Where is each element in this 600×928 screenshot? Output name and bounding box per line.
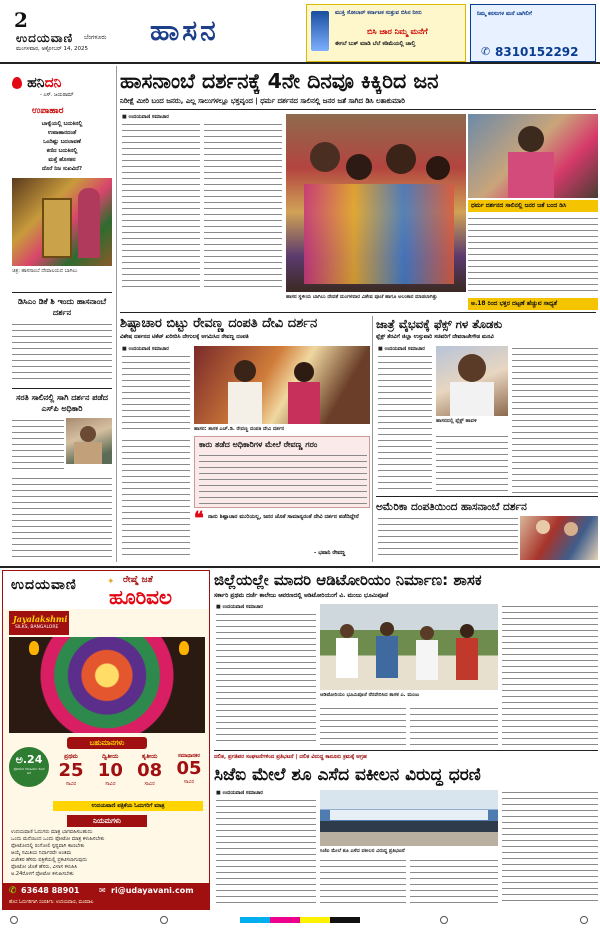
story4-body — [378, 516, 518, 560]
lead-right-head: ಧರ್ಮ ದರ್ಶನದ ಸಾಲಿನಲ್ಲಿ ಜನರ ಜತೆ ಬಂದ ಡಿಸಿ — [468, 200, 598, 212]
news2-body-b — [12, 476, 112, 560]
sponsor-badge: Jayalakshmi SILKS, BANGALORE — [9, 611, 69, 635]
lead-headline[interactable]: ಹಾಸನಾಂಬೆ ದರ್ಶನಕ್ಕೆ 4ನೇ ದಿನವೂ ಕಿಕ್ಕಿರಿದ ಜನ — [120, 69, 439, 93]
issue-date: ಮಂಗಳವಾರ, ಅಕ್ಟೋಬರ್ 14, 2025 — [16, 46, 88, 52]
story4-photo — [520, 516, 598, 560]
story2-quote: ❝ ನಾನು ಶಿಷ್ಟಾಚಾರ ಮುರಿಯಲ್ಲ, ಜನರ ಜೊತೆ ಸಾಮಾನ್ಯರಂತೆ ದೇವಿ ದರ್ಶನ ಪಡೆದಿದ್ದೇನೆ - ಭವಾನಿ ರೇವಣ್ಣ — [194, 508, 359, 556]
story3-headline[interactable]: ಜಾತ್ರೆ ವೈಭವಕ್ಕೆ ಫೆಕ್ಸ್ ಗಳ ತೊಡಕು — [376, 317, 503, 331]
story6-photo — [320, 790, 498, 846]
story6-body-col3 — [410, 858, 498, 904]
news2-photo — [66, 418, 112, 464]
mail-icon: ✉ — [99, 886, 106, 895]
story4-headline[interactable]: ಅಮೆರಿಕಾ ದಂಪತಿಯಿಂದ ಹಾಸನಾಂಬೆ ದರ್ಶನ — [376, 501, 527, 513]
whatsapp-icon: ✆ — [9, 886, 17, 896]
story5-body-col1 — [216, 612, 316, 746]
prizes-row — [53, 753, 207, 799]
story2-caption: ಹಾಸನ: ಶಾಸಕ ಎಚ್.ಡಿ. ರೇವಣ್ಣ ದಂಪತಿ ದೇವಿ ದರ್ಶನ — [194, 426, 285, 432]
lead-body-col1 — [122, 122, 200, 290]
paper-name: ಉದಯವಾಣಿ — [16, 31, 74, 45]
section-title: ಹಾಸನ — [150, 14, 219, 47]
story5-photo — [320, 604, 498, 690]
news2-headline[interactable]: ಸರತಿ ಸಾಲಿನಲ್ಲಿ ಸಾಗಿ ದರ್ಶನ ಪಡೆದ ಎಸ್‌ಪಿ ಅಧಿಕಾರಿ — [16, 393, 108, 413]
story5-deck: ಸರ್ಕಾರಿ ಪ್ರಥಮ ದರ್ಜೆ ಕಾಲೇಜು ಆವರಣದಲ್ಲಿ ಆಡಿಟೋರಿಯಂಗೆ ವಿ. ಮಂಜು ಭೂಮಿಪೂಜೆ — [214, 592, 389, 599]
story3-body-col1 — [378, 354, 432, 494]
story5-headline[interactable]: ಜಿಲ್ಲೆಯಲ್ಲೇ ಮಾದರಿ ಆಡಿಟೋರಿಯಂ ನಿರ್ಮಾಣ: ಶಾಸಕ — [214, 571, 482, 589]
color-bar — [240, 917, 360, 923]
story6-caption: ಸಿಜೆಐ ಮೇಲೆ ಶೂ ಎಸೆದ ವಕೀಲರ ವಿರುದ್ಧ ಪ್ರತಿಭಟನೆ — [320, 848, 405, 854]
photo-caption: ಚಿತ್ರ: ಹಾಸನಾಂಬೆ ದೇವಾಲಯದ ಬಾಗಿಲು — [12, 268, 78, 274]
story5-body-col3 — [410, 706, 498, 746]
rules-title: ನಿಯಮಗಳು — [67, 815, 147, 827]
deadline-badge: ಅ.24 ಫೋಟೋ ಕಳುಹಿಸಲು ಕೊನೆ ದಿನ — [9, 747, 49, 787]
solar-heater-icon — [311, 11, 329, 51]
prize-consolation: ಸಮಾಧಾನಕರ 05 ಸಾವಿರ — [176, 753, 202, 785]
story3-body-col3 — [512, 346, 598, 494]
lead-byline: ■ ಉದಯವಾಣಿ ಸಮಾಚಾರ — [122, 114, 169, 120]
ad-contact: ✆ 63648 88901 ✉ ri@udayavani.com ಹೊಸ ಓದುಗರಿಗಾಗಿ ಸಂಪರ್ಕಿಸಿ: ಉದಯವಾಣಿ, ಮಣಿಪಾಲ — [3, 883, 209, 909]
story2-headline[interactable]: ಶಿಷ್ಟಾಚಾರ ಬಿಟ್ಟು ರೇವಣ್ಣ ದಂಪತಿ ದೇವಿ ದರ್ಶನ — [120, 316, 318, 331]
news1-body — [12, 322, 112, 384]
poem-byline: - ಎಸ್. ಜಯರಾಮ್ — [40, 92, 74, 98]
masthead-ad-realty[interactable]: ನಿಮ್ಮ ಕನಸುಗಳ ಮನೆ ಬಾಗಿಲಿಗೆ ✆ 8310152292 — [470, 4, 596, 62]
masthead-ad-solar[interactable]: ಮುಕ್ತಿ ಸೋಲಾರ್ ಕರ್ನಾಟಕ ಸುತ್ತುವ ಬಿಸಿನ ನೀರು ಬಿಸಿ ಜಾರ ನಿಮ್ಮ ಮನೆಗೆ ಈಗಲೆ ಬುಕ್ ಮಾಡಿ ಬೆಲೆ ಕಡಿಮೆಯಲ್ಲಿ ಚಾಲ್ತಿ — [306, 4, 466, 62]
story6-body-col4 — [502, 790, 598, 904]
poem-lines: ಬಾಳ್ವೆಯಲ್ಲಿ ಬದುಕಿನಲ್ಲಿ ಉಪಾಹಾರದಂತೆ ಒಂದಿಷ್ಟು ಬದಲಾವಣೆ ಕಣಿದ ಬದುಕಿನಲ್ಲಿ ಮತ್ತೆ ಹೊಸತನ ದೊರೆ ನಿಜ ಸುಖವಿದೆ? — [41, 121, 83, 172]
story6-byline: ■ ಉದಯವಾಣಿ ಸಮಾಚಾರ — [216, 790, 263, 796]
lead-photo-crowd — [286, 114, 466, 292]
ad-tag: ರೇಷ್ಮೆ ಜತೆ — [123, 575, 153, 585]
left-column — [0, 66, 114, 566]
story5-caption: ಆಡಿಟೋರಿಯಂ ಭೂಮಿಪೂಜೆ ನೆರವೇರಿಸಿದ ಶಾಸಕ ಎ. ಮಂಜು — [320, 692, 420, 698]
news2-body-a — [12, 418, 64, 474]
story6-kicker: ದಲಿತ, ಪ್ರಗತಿಪರ ಸಂಘಟನೆಗಳಿಂದ ಪ್ರತಿಭಟನೆ | ದಲಿತ ವಿರುದ್ಧ ಕಾನೂನು ಕ್ರಮಕ್ಕೆ ಆಗ್ರಹ — [214, 754, 367, 760]
lead-photo-dc — [468, 114, 598, 198]
lamp-icon: ✦ — [107, 577, 115, 587]
story3-caption: ಹಾಸನದಲ್ಲಿ ಫ್ಲೆಕ್ಸ್ ಹಾವಳಿ — [436, 418, 477, 424]
phone-icon: ✆ — [481, 45, 491, 58]
news1-headline[interactable]: ಡಿಸಿಎಂ ಡಿಕೆ ಶಿ ಇಂದು ಹಾಸನಾಂಬೆ ದರ್ಶನ — [17, 297, 107, 317]
story5-body-col4 — [502, 604, 598, 746]
story5-byline: ■ ಉದಯವಾಣಿ ಸಮಾಚಾರ — [216, 604, 263, 610]
prizes-banner: ಬಹುಮಾನಗಳು — [67, 737, 147, 749]
story6-body-col2 — [320, 858, 406, 904]
page-number: 2 — [14, 8, 28, 32]
paper-city: ಬೆಂಗಳೂರು — [84, 34, 107, 41]
story3-deck: ಫ್ಲೆಕ್ಸ್ ತೆರವಿಗೆ ಜಿಲ್ಲಾ ಉಸ್ತುವಾರಿ ಸಚಿವರಿಗೆ ದೇವರಾಜೇಗೌಡ ಮನವಿ — [376, 334, 494, 340]
hani-dani-brand: ಹನಿದನಿ — [12, 72, 61, 91]
prize-third: ತೃತೀಯ 08 ಸಾವಿರ — [137, 753, 163, 787]
story6-body-col1 — [216, 798, 316, 904]
prize-second: ದ್ವಿತೀಯ 10 ಸಾವಿರ — [97, 753, 123, 787]
prize-first: ಪ್ರಥಮ 25 ಸಾವಿರ — [58, 753, 84, 787]
rangoli-contest-ad[interactable] — [2, 570, 210, 910]
contact-email[interactable]: ri@udayavani.com — [111, 886, 194, 895]
rules-list: ಉದಯವಾಣಿ ಓದುಗರು ಮಾತ್ರ ಭಾಗವಹಿಸಬಹುದು ಒಂದು ಮನೆಯಿಂದ ಒಂದು ಫೋಟೋ ಮಾತ್ರ ಕಳುಹಿಸಬೇಕು ಫೋಟೋದಲ್ಲಿ ರಂಗೋಲಿ ಸ್ಪಷ್ಟವಾಗಿ ಕಾಣಬೇಕು ಆಯ್ಕೆ ಸಮಿತಿಯ ನಿರ್ಧಾರವೇ ಅಂತಿಮ ವಿಜೇತರ ಹೆಸರು ಪತ್ರಿಕೆಯಲ್ಲಿ ಪ್ರಕಟಿಸಲಾಗುವುದು ಫೋಟೋ ಜೊತೆ ಹೆಸರು, ವಿಳಾಸ ಕಳುಹಿಸಿ ಅ.24ರೊಳಗೆ ಫೋಟೋ ಕಳುಹಿಸಬೇಕು — [11, 829, 105, 877]
masthead — [0, 0, 600, 62]
temple-door-photo — [12, 178, 112, 266]
story2-body-col1 — [122, 354, 190, 434]
story3-body-col2 — [436, 434, 508, 494]
honey-drop-icon — [12, 77, 22, 89]
lead-right-head2: ಅ.18 ರಿಂದ ಭಕ್ತರ ದಟ್ಟಣೆ ಹೆಚ್ಚುವ ಸಾಧ್ಯತೆ — [468, 298, 598, 310]
story6-headline[interactable]: ಸಿಜೆಐ ಮೇಲೆ ಶೂ ಎಸೆದ ವಕೀಲನ ವಿರುದ್ಧ ಧರಣಿ — [214, 765, 481, 785]
ad-strip: ಉದಯವಾಣಿ ಪತ್ರಿಕೆಯ ಓದುಗರಿಗೆ ಮಾತ್ರ — [53, 801, 203, 811]
story2-byline: ■ ಉದಯವಾಣಿ ಸಮಾಚಾರ — [122, 346, 169, 352]
print-marks — [0, 912, 600, 928]
ad-brand: ಉದಯವಾಣಿ — [11, 577, 77, 593]
lead-right-body — [468, 216, 598, 296]
story3-byline: ■ ಉದಯವಾಣಿ ಸಮಾಚಾರ — [378, 346, 425, 352]
contact-phone[interactable]: 63648 88901 — [21, 886, 80, 895]
ad-phone-number: 8310152292 — [495, 45, 579, 59]
story2-deck: ವಿಶೇಷ ದರ್ಶನದ ಟಿಕೆಟ್ ಖರೀದಿಸಿ ದೇಗುಲಕ್ಕೆ ಆಗಮಿಸಿದ ರೇವಣ್ಣ ದಂಪತಿ — [120, 334, 249, 340]
story2-box: ಕಾರು ತಡೆದ ಅಧಿಕಾರಿಗಳ ಮೇಲೆ ರೇವಣ್ಣ ಗರಂ — [194, 436, 370, 508]
lead-photo-caption: ಹಾಸನ ಸ್ಥಳೀಯ ಬಾಗಿಲು ದೇವತೆ ಮಂಗಳವಾರ ವಿಶೇಷ ಪೂಜೆ ಹಾಗೂ ಅಲಂಕಾರ ಮಾಡಲಾಗಿತ್ತು — [286, 294, 438, 300]
story5-body-col2 — [320, 706, 406, 746]
story2-photo — [194, 346, 370, 424]
quote-mark-icon: ❝ — [194, 508, 204, 529]
ad-rangoli-photo — [9, 637, 205, 733]
ad-header — [3, 571, 209, 609]
story3-photo — [436, 346, 508, 416]
poem-title: ಉಪಾಹಾರ — [32, 106, 64, 116]
story2-body-col1b — [122, 438, 190, 560]
ad-title: ಹೂರಿವಲ — [109, 585, 172, 609]
lead-deck: ನಿರೀಕ್ಷೆ ಮೀರಿ ಬಂದ ಜನರು, ಎಲ್ಲ ಸಾಲುಗಳಲ್ಲೂ ಭಕ್ತವೃಂದ | ಧರ್ಮ ದರ್ಶನದ ಸಾಲಿನಲ್ಲಿ ಜನರ ಜತೆ ಸಾಗಿದ ಡಿಸಿ ಲತಾಕುಮಾರಿ — [120, 97, 405, 105]
lead-body-col2 — [204, 122, 282, 290]
